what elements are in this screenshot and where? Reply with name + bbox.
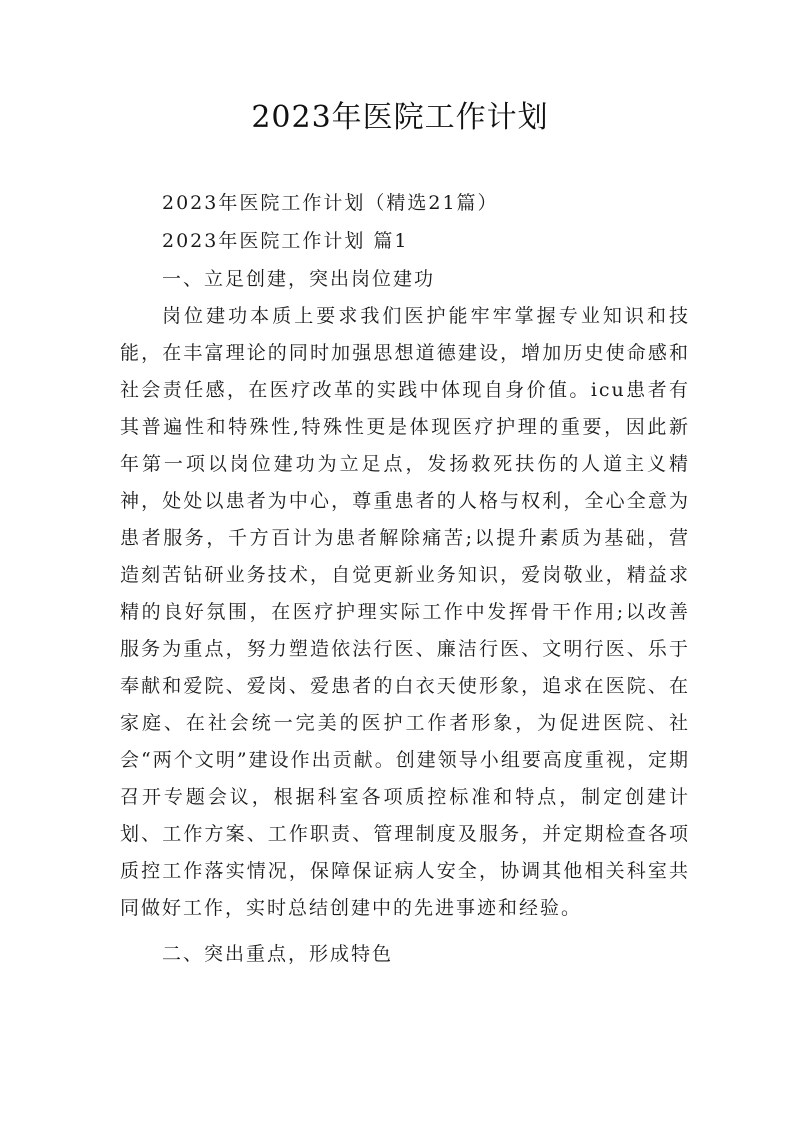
document-content: [120, 184, 690, 973]
paragraph-gap: [120, 927, 690, 935]
section-heading-2: 二、突出重点，形成特色: [162, 943, 394, 965]
section-heading-1: 一、立足创建，突出岗位建功: [162, 268, 436, 290]
document-subtitle: 2023年医院工作计划（精选21篇）: [162, 192, 499, 214]
article-heading: 2023年医院工作计划 篇1: [162, 230, 409, 252]
section-body-1: 岗位建功本质上要求我们医护能牢牢掌握专业知识和技能，在丰富理论的同时加强思想道德建设，增加历史使命感和社会责任感，在医疗改革的实践中体现自身价值。icu患者有其普遍性和特殊性,特殊性更是体现医疗护理的重要，因此新年第一项以岗位建功为立足点，发扬救死扶伤的人道主义精神，处处以患者为中心，尊重患者的人格与权利，全心全意为患者服务，千方百计为患者解除痛苦;以提升素质为基础，营造刻苦钻研业务技术，自觉更新业务知识，爱岗敬业，精益求精的良好氛围，在医疗护理实际工作中发挥骨干作用;以改善服务为重点，努力塑造依法行医、廉洁行医、文明行医、乐于奉献和爱院、爱岗、爱患者的白衣天使形象，追求在医院、在家庭、在社会统一完美的医护工作者形象，为促进医院、社会“两个文明”建设作出贡献。创建领导小组要高度重视，定期召开专题会议，根据科室各项质控标准和特点，制定创建计划、工作方案、工作职责、管理制度及服务，并定期检查各项质控工作落实情况，保障保证病人安全，协调其他相关科室共同做好工作，实时总结创建中的先进事迹和经验。: [120, 305, 690, 919]
document-title: 2023年医院工作计划: [251, 100, 549, 135]
